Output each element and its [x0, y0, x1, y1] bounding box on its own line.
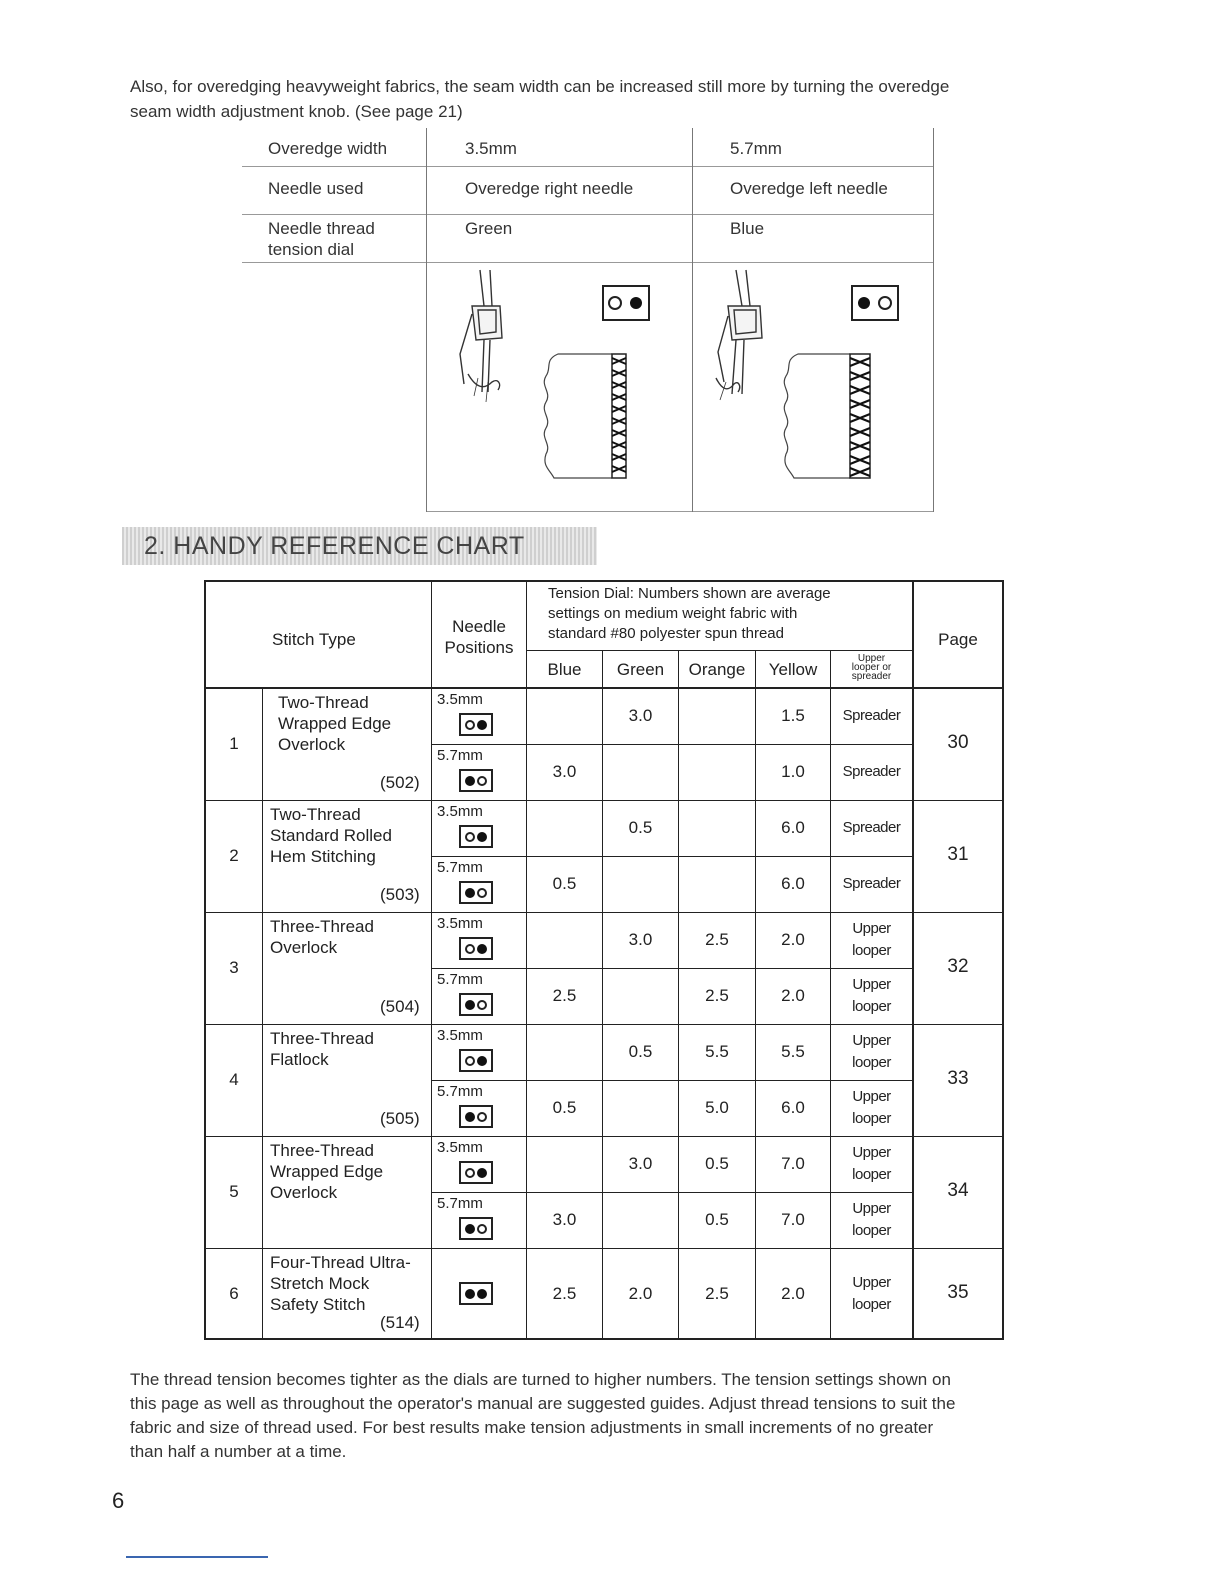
- needle-dot: [477, 1289, 487, 1299]
- header-tension-line2: settings on medium weight fabric with: [548, 605, 798, 622]
- page-ref: 32: [947, 956, 969, 977]
- sub-row-divider: [432, 744, 914, 745]
- tension-yellow: 5.5: [781, 1042, 805, 1061]
- needle-left-position-icon: [459, 881, 493, 904]
- header-divider: [204, 687, 1004, 689]
- needle-left-position-icon: [459, 1217, 493, 1240]
- needle-dot: [477, 944, 487, 954]
- header-yellow: Yellow: [768, 660, 818, 679]
- needle-right-position-icon: [459, 1161, 493, 1184]
- tension-blue: 3.0: [552, 762, 577, 781]
- stitch-name: Overlock: [278, 735, 346, 754]
- stitch-name: Stretch Mock: [270, 1274, 370, 1293]
- needle-position-label: 5.7mm: [437, 1195, 483, 1212]
- header-tension-line1: Tension Dial: Numbers shown are average: [548, 585, 831, 602]
- page-ref: 31: [947, 844, 969, 865]
- tension-orange: 2.5: [705, 930, 729, 949]
- needle-left-position-icon: [459, 1105, 493, 1128]
- tension-blue: 2.5: [552, 1284, 577, 1303]
- overedge-width-35: 3.5mm: [465, 139, 517, 158]
- header-needle-positions: [432, 616, 526, 658]
- tension-orange: 5.0: [705, 1098, 729, 1117]
- row-number: 1: [229, 734, 239, 753]
- row-number: 5: [229, 1182, 239, 1201]
- tension-green: 0.5: [628, 818, 653, 837]
- upper-looper-setting: looper: [852, 1054, 891, 1071]
- footer-line: [126, 1556, 268, 1558]
- upper-looper-setting: looper: [852, 1222, 891, 1239]
- divider: [242, 214, 934, 215]
- tension-green: 3.0: [628, 706, 653, 725]
- needle-dot: [477, 832, 487, 842]
- tension-yellow: 2.0: [781, 1284, 805, 1303]
- page-ref: 30: [947, 732, 969, 753]
- fabric-swatch: [784, 354, 870, 478]
- stitch-name: Three-Thread: [270, 1141, 374, 1160]
- tension-yellow: 7.0: [781, 1154, 805, 1173]
- column-divider: [602, 650, 603, 1340]
- needle-dot: [477, 1112, 487, 1122]
- fabric-swatch: [544, 354, 626, 478]
- upper-looper-setting: Spreader: [842, 707, 901, 724]
- tension-orange: 0.5: [705, 1154, 729, 1173]
- tension-orange: 2.5: [705, 986, 729, 1005]
- bottom-line-3: fabric and size of thread used. For best results make tension adjustments in small increments of no greater: [130, 1418, 934, 1437]
- header-tension-line3: standard #80 polyester spun thread: [548, 625, 784, 642]
- upper-looper-setting: looper: [852, 942, 891, 959]
- needle-dot: [477, 776, 487, 786]
- tension-orange: 5.5: [705, 1042, 729, 1061]
- needle-right-position-icon: [459, 713, 493, 736]
- divider: [933, 128, 934, 512]
- section-heading-band: [122, 527, 597, 565]
- needle-dot: [477, 720, 487, 730]
- intro-line-2: seam width adjustment knob. (See page 21): [130, 102, 463, 121]
- upper-looper-setting: looper: [852, 998, 891, 1015]
- row-divider: [912, 800, 1004, 801]
- needle-used-label: Needle used: [268, 179, 364, 198]
- needle-left-position-icon: [459, 993, 493, 1016]
- page-ref: 33: [947, 1068, 969, 1089]
- row-divider: [912, 912, 1004, 913]
- needle-used-right: Overedge right needle: [465, 179, 634, 198]
- bottom-line-1: The thread tension becomes tighter as the dials are turned to higher numbers. The tension settings shown on: [130, 1370, 951, 1389]
- needle-dot: [465, 1289, 475, 1299]
- section-heading: 2. HANDY REFERENCE CHART: [144, 532, 525, 560]
- stitch-code: (504): [380, 997, 420, 1016]
- sub-row-divider: [432, 1080, 914, 1081]
- row-divider: [912, 1024, 1004, 1025]
- row-number: 4: [229, 1070, 239, 1089]
- tension-blue: 3.0: [552, 1210, 577, 1229]
- stitch-name: Hem Stitching: [270, 847, 376, 866]
- row-divider: [204, 1136, 914, 1137]
- needle-dot: [465, 1168, 475, 1178]
- column-divider: [262, 688, 263, 1340]
- needle-dot: [477, 1000, 487, 1010]
- tension-yellow: 6.0: [781, 874, 805, 893]
- reference-chart: [204, 580, 1004, 1340]
- tension-yellow: 1.5: [781, 706, 805, 725]
- stitch-name: Safety Stitch: [270, 1295, 366, 1314]
- row-divider: [912, 1248, 1004, 1249]
- upper-looper-setting: Spreader: [842, 763, 901, 780]
- divider: [242, 262, 934, 263]
- tension-blue: 0.5: [552, 874, 577, 893]
- header-upper-looper: [831, 654, 912, 681]
- sub-row-divider: [432, 968, 914, 969]
- header-blue: Blue: [547, 660, 582, 679]
- row-divider: [204, 800, 914, 801]
- stitch-name: Flatlock: [270, 1050, 329, 1069]
- header-needle-line1: Needle: [452, 617, 506, 636]
- stitch-name: Three-Thread: [270, 1029, 374, 1048]
- intro-line-1: Also, for overedging heavyweight fabrics, the seam width can be increased still more by turning the overedge: [130, 77, 950, 96]
- upper-looper-setting: looper: [852, 1166, 891, 1183]
- stitch-code: (502): [380, 773, 420, 792]
- header-upper-line1: Upper: [857, 653, 886, 664]
- tension-yellow: 6.0: [781, 818, 805, 837]
- divider: [242, 166, 934, 167]
- needle-left-position-icon: [852, 286, 898, 320]
- tension-yellow: 1.0: [781, 762, 805, 781]
- needle-position-label: 3.5mm: [437, 1139, 483, 1156]
- upper-looper-setting: Spreader: [842, 875, 901, 892]
- needle-right-position-icon: [603, 286, 649, 320]
- right-needle-illustration: [432, 266, 687, 508]
- left-needle-illustration: [698, 266, 930, 508]
- upper-looper-setting: Upper: [852, 1088, 891, 1105]
- needle-position-label: 3.5mm: [437, 803, 483, 820]
- needle-dot: [477, 1224, 487, 1234]
- tension-green: 3.0: [628, 1154, 653, 1173]
- needle-position-label: 5.7mm: [437, 859, 483, 876]
- needle-position-label: 5.7mm: [437, 747, 483, 764]
- stitch-name: Wrapped Edge: [270, 1162, 384, 1181]
- needle-dot: [465, 944, 475, 954]
- tension-yellow: 2.0: [781, 986, 805, 1005]
- stitch-name: Standard Rolled: [270, 826, 392, 845]
- sub-row-divider: [432, 1192, 914, 1193]
- row-number: 2: [229, 846, 239, 865]
- upper-looper-setting: looper: [852, 1296, 891, 1313]
- upper-looper-setting: Spreader: [842, 819, 901, 836]
- chart-border: [1002, 580, 1004, 1340]
- needle-position-label: 5.7mm: [437, 971, 483, 988]
- needle-dot: [477, 1168, 487, 1178]
- tension-orange: 0.5: [705, 1210, 729, 1229]
- tension-orange: 2.5: [705, 1284, 729, 1303]
- header-orange: Orange: [688, 660, 746, 679]
- needle-dot: [465, 888, 475, 898]
- header-upper-line2: looper or: [851, 662, 892, 673]
- needle-dot: [465, 776, 475, 786]
- needle-dot: [465, 1000, 475, 1010]
- needle-position-label: 3.5mm: [437, 1027, 483, 1044]
- tension-dial-blue: Blue: [730, 219, 765, 238]
- row-number: 6: [229, 1284, 239, 1303]
- overedge-width-57: 5.7mm: [730, 139, 782, 158]
- chart-border: [204, 580, 1004, 582]
- page-ref: 35: [947, 1282, 969, 1303]
- tension-yellow: 7.0: [781, 1210, 805, 1229]
- needle-both-position-icon: [459, 1282, 493, 1305]
- header-divider: [526, 650, 912, 651]
- header-needle-line2: Positions: [444, 638, 514, 657]
- needle-dot: [465, 1224, 475, 1234]
- row-divider: [204, 1024, 914, 1025]
- tension-yellow: 6.0: [781, 1098, 805, 1117]
- tension-green: 3.0: [628, 930, 653, 949]
- bottom-paragraph: [130, 1368, 1100, 1464]
- needle-left-position-icon: [459, 769, 493, 792]
- upper-looper-setting: Upper: [852, 920, 891, 937]
- stitch-code: (514): [380, 1313, 420, 1332]
- upper-looper-setting: Upper: [852, 1274, 891, 1291]
- needle-position-label: 3.5mm: [437, 915, 483, 932]
- tension-dial-label-2: tension dial: [268, 240, 355, 259]
- stitch-name: Overlock: [270, 938, 338, 957]
- tension-dial-green: Green: [465, 219, 513, 238]
- stitch-code: (503): [380, 885, 420, 904]
- upper-looper-setting: Upper: [852, 976, 891, 993]
- tension-green: 0.5: [628, 1042, 653, 1061]
- tension-green: 2.0: [628, 1284, 653, 1303]
- column-divider: [431, 688, 432, 1340]
- row-divider: [912, 1136, 1004, 1137]
- header-green: Green: [616, 660, 665, 679]
- tension-dial-label: [268, 218, 375, 260]
- stitch-code: (505): [380, 1109, 420, 1128]
- bottom-line-2: this page as well as throughout the operator's manual are suggested guides. Adjust thread tensions to suit the: [130, 1394, 956, 1413]
- overedge-table: [242, 128, 934, 512]
- needle-dot: [465, 1056, 475, 1066]
- page-ref: 34: [947, 1180, 969, 1201]
- divider: [426, 128, 427, 512]
- header-tension-dial: [548, 584, 831, 644]
- bottom-line-4: than half a number at a time.: [130, 1442, 347, 1461]
- stitch-name: Three-Thread: [270, 917, 374, 936]
- stitch-name: Wrapped Edge: [278, 714, 392, 733]
- upper-looper-setting: Upper: [852, 1144, 891, 1161]
- intro-paragraph: [130, 74, 1100, 124]
- needle-right-position-icon: [459, 937, 493, 960]
- needle-position-label: 3.5mm: [437, 691, 483, 708]
- needle-dot: [465, 832, 475, 842]
- upper-looper-setting: looper: [852, 1110, 891, 1127]
- tension-blue: 2.5: [552, 986, 577, 1005]
- row-number: 3: [229, 958, 239, 977]
- divider: [692, 128, 693, 512]
- stitch-name: Overlock: [270, 1183, 338, 1202]
- needle-used-left: Overedge left needle: [730, 179, 888, 198]
- needle-position-label: 5.7mm: [437, 1083, 483, 1100]
- needle-dot: [465, 1112, 475, 1122]
- tension-yellow: 2.0: [781, 930, 805, 949]
- page-number: 6: [112, 1488, 125, 1513]
- header-upper-line3: spreader: [851, 671, 892, 682]
- stitch-name: Two-Thread: [278, 693, 369, 712]
- header-stitch-type: Stitch Type: [272, 630, 356, 649]
- needle-dot: [465, 720, 475, 730]
- overedge-width-label: Overedge width: [268, 139, 388, 158]
- stitch-name: Four-Thread Ultra-: [270, 1253, 411, 1272]
- upper-looper-setting: Upper: [852, 1200, 891, 1217]
- row-divider: [204, 1248, 914, 1249]
- row-divider: [204, 912, 914, 913]
- tension-blue: 0.5: [552, 1098, 577, 1117]
- chart-border: [204, 1338, 1004, 1340]
- header-page: Page: [938, 630, 978, 649]
- tension-dial-label-1: Needle thread: [268, 219, 375, 238]
- needle-dot: [477, 1056, 487, 1066]
- needle-right-position-icon: [459, 1049, 493, 1072]
- needle-dot: [477, 888, 487, 898]
- divider: [426, 511, 934, 512]
- needle-right-position-icon: [459, 825, 493, 848]
- sub-row-divider: [432, 856, 914, 857]
- upper-looper-setting: Upper: [852, 1032, 891, 1049]
- stitch-name: Two-Thread: [270, 805, 361, 824]
